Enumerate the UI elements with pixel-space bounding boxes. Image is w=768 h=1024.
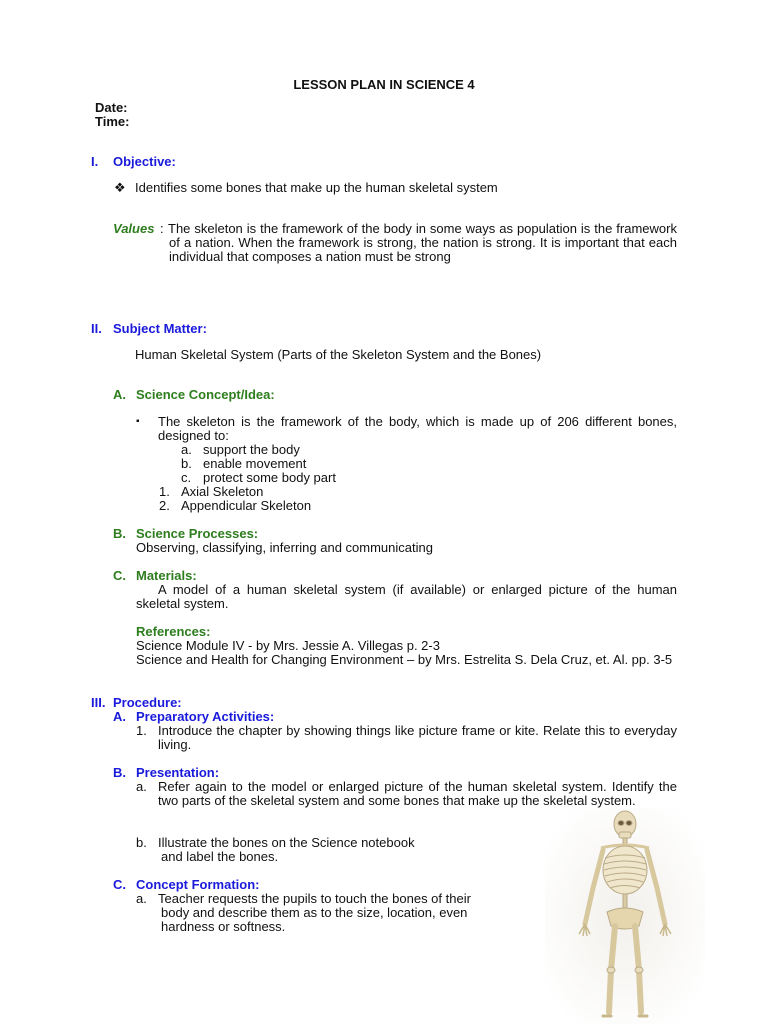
concept-sub-marker: 1. — [159, 484, 170, 499]
concept-formation-letter: C. — [113, 877, 126, 892]
presentation-a-text: Refer again to the model or enlarged picture of the human skeletal system. Identify the two parts of the skeletal system and some bones that make up the skeletal system. — [158, 779, 677, 808]
values-label: Values — [113, 221, 155, 236]
concept-formation-line: Teacher requests the pupils to touch the bones of their — [158, 891, 471, 906]
objective-heading: Objective: — [113, 154, 176, 169]
processes-letter: B. — [113, 526, 126, 541]
page-title: LESSON PLAN IN SCIENCE 4 — [293, 77, 475, 92]
time-label: Time: — [95, 114, 130, 129]
concept-sub-item: Axial Skeleton — [181, 484, 264, 499]
date-label: Date: — [95, 100, 128, 115]
objective-number: I. — [91, 154, 99, 169]
materials-letter: C. — [113, 568, 126, 583]
preparatory-letter: A. — [113, 709, 126, 724]
square-bullet-icon: ▪ — [136, 416, 140, 427]
subject-matter-heading: Subject Matter: — [113, 321, 207, 336]
values-colon: : — [160, 221, 164, 236]
objective-bullet-text: Identifies some bones that make up the human skeletal system — [135, 180, 498, 195]
presentation-letter: B. — [113, 765, 126, 780]
processes-heading: Science Processes: — [136, 526, 259, 541]
presentation-a-marker: a. — [136, 779, 147, 794]
preparatory-text: Introduce the chapter by showing things like picture frame or kite. Relate this to everyday living. — [158, 723, 677, 752]
materials-text: A model of a human skeletal system (if available) or enlarged picture of the human skeletal system. — [136, 582, 677, 611]
concept-sub-item: enable movement — [203, 456, 307, 471]
procedure-number: III. — [91, 695, 106, 710]
concept-formation-heading: Concept Formation: — [136, 877, 260, 892]
presentation-b-line: and label the bones. — [161, 849, 279, 864]
diamond-bullet-icon: ❖ — [114, 180, 126, 195]
presentation-b-marker: b. — [136, 835, 147, 850]
human-skeleton-illustration — [545, 808, 705, 1024]
concept-heading: Science Concept/Idea: — [136, 387, 275, 402]
concept-formation-line: hardness or softness. — [161, 919, 286, 934]
preparatory-heading: Preparatory Activities: — [136, 709, 275, 724]
concept-sub-marker: b. — [181, 456, 192, 471]
concept-sub-marker: a. — [181, 442, 192, 457]
concept-text: The skeleton is the framework of the body, which is made up of 206 different bones, designed to: — [158, 414, 677, 443]
subject-topic: Human Skeletal System (Parts of the Skeleton System and the Bones) — [135, 347, 542, 362]
presentation-b-line: Illustrate the bones on the Science notebook — [158, 835, 415, 850]
procedure-heading: Procedure: — [113, 695, 182, 710]
reference-item: Science and Health for Changing Environment – by Mrs. Estrelita S. Dela Cruz, et. Al. pp. 3-5 — [136, 652, 673, 667]
concept-sub-item: Appendicular Skeleton — [181, 498, 312, 513]
presentation-heading: Presentation: — [136, 765, 220, 780]
concept-formation-line: body and describe them as to the size, location, even — [161, 905, 468, 920]
subject-matter-number: II. — [91, 321, 102, 336]
concept-letter: A. — [113, 387, 126, 402]
concept-sub-item: protect some body part — [203, 470, 336, 485]
preparatory-marker: 1. — [136, 723, 147, 738]
values-text: The skeleton is the framework of the body in some ways as population is the framework of a nation. When the framework is strong, the nation is strong. It is important that each individual that composes a nation must be strong — [168, 221, 677, 264]
materials-heading: Materials: — [136, 568, 197, 583]
concept-sub-item: support the body — [203, 442, 300, 457]
references-heading: References: — [136, 624, 211, 639]
reference-item: Science Module IV - by Mrs. Jessie A. Villegas p. 2-3 — [136, 638, 440, 653]
concept-formation-marker: a. — [136, 891, 147, 906]
processes-text: Observing, classifying, inferring and communicating — [136, 540, 433, 555]
concept-sub-marker: c. — [181, 470, 192, 485]
concept-sub-marker: 2. — [159, 498, 170, 513]
